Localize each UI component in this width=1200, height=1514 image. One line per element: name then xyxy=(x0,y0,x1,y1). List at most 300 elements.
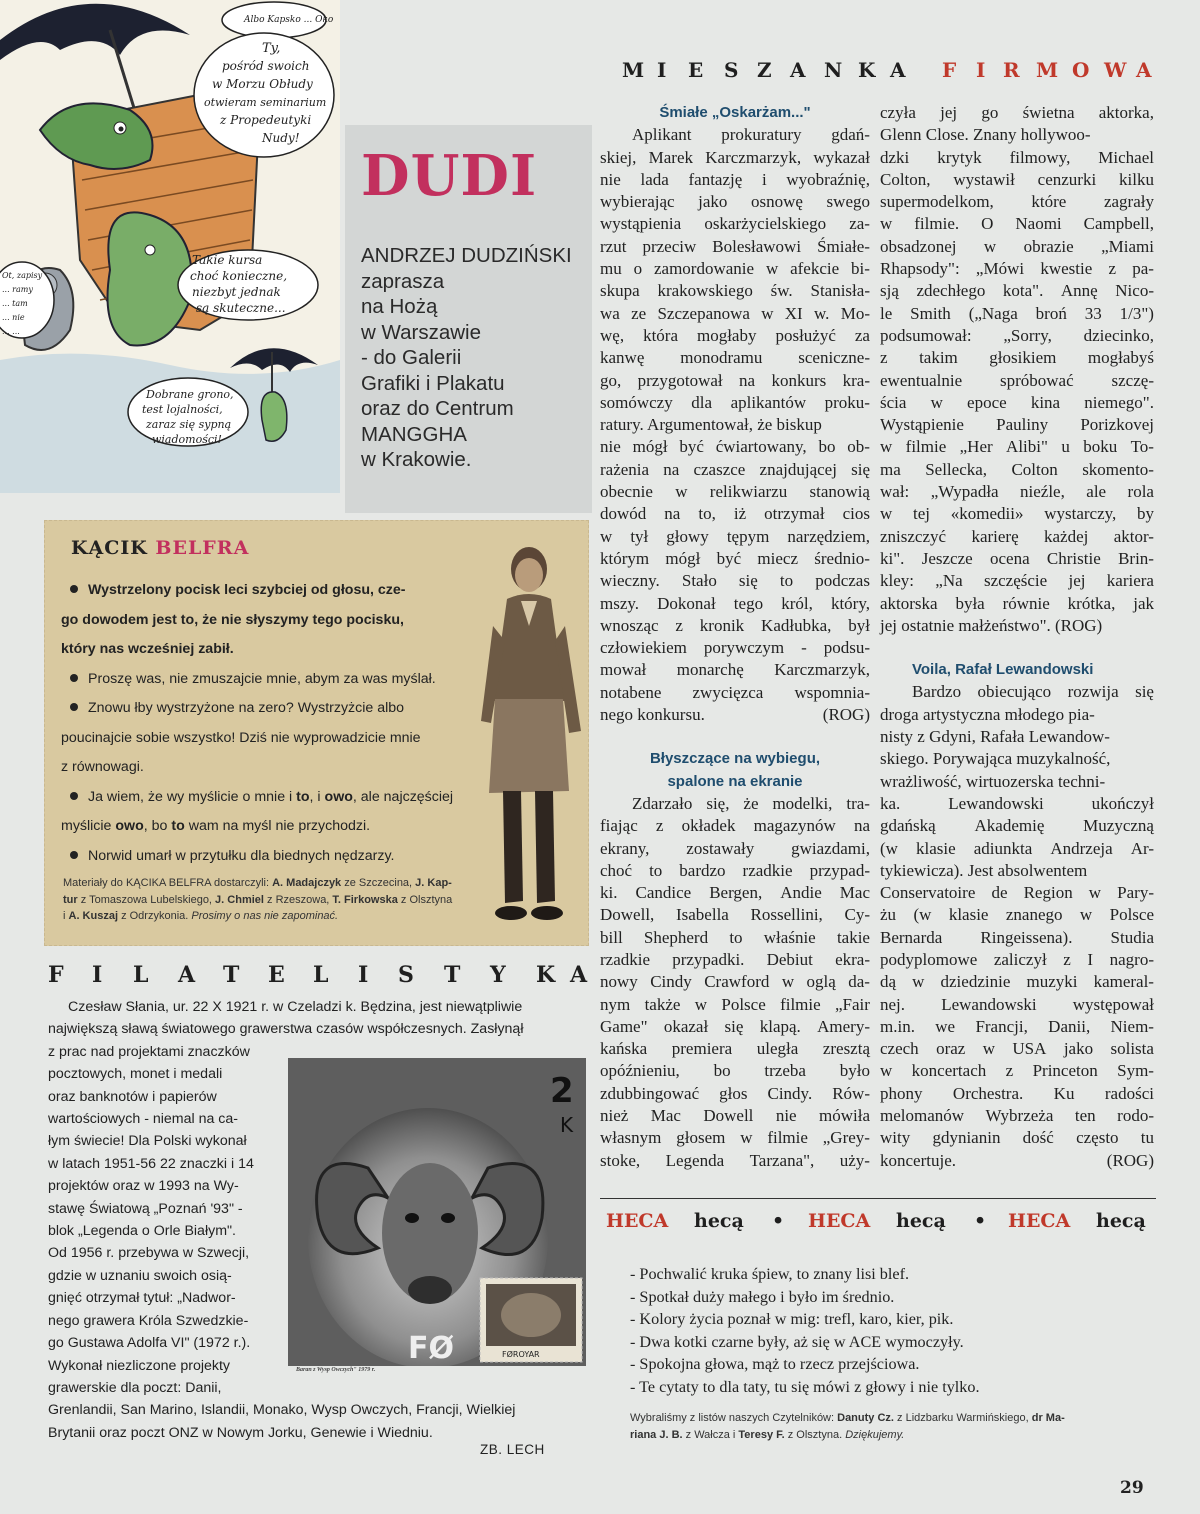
article-line xyxy=(600,949,870,971)
word: tu xyxy=(1140,1128,1154,1148)
word: „Na xyxy=(935,571,963,591)
word: solista xyxy=(1110,1039,1154,1059)
word: szczę- xyxy=(1111,370,1154,390)
word: tył xyxy=(630,526,649,546)
word: klasie xyxy=(916,838,956,858)
article-line xyxy=(600,860,870,882)
word: otrzymał xyxy=(764,504,825,524)
word: pa- xyxy=(1132,259,1154,279)
word: afekcie xyxy=(790,259,840,279)
credit-text: z Tomaszowa Lubelskiego, xyxy=(77,893,216,906)
word: kina xyxy=(1030,392,1061,412)
word: Marek xyxy=(648,147,693,167)
word: Bergen, xyxy=(709,883,763,903)
word: Andrzeja xyxy=(1050,838,1113,858)
credit-name: A. Kuszaj xyxy=(68,910,119,922)
word: we xyxy=(935,1016,956,1036)
heca-line: - Spotkał duży małego i było im średnio. xyxy=(630,1287,895,1306)
cartoon-bubble-3-line: test lojalności, xyxy=(142,403,223,416)
heca-credit xyxy=(630,1410,1155,1444)
word: filmie xyxy=(767,1128,808,1148)
word: ocena xyxy=(989,548,1030,568)
kacik-text-bold: to xyxy=(171,818,185,834)
article-line xyxy=(880,526,1154,548)
article-line xyxy=(880,838,1154,860)
word: krótka, xyxy=(1067,593,1116,613)
word: - xyxy=(801,638,807,658)
article-line xyxy=(880,303,1154,325)
article-line xyxy=(880,280,1154,302)
word: obsadzonej xyxy=(880,236,957,256)
word: Rów- xyxy=(832,1083,870,1103)
word: tra- xyxy=(846,793,870,813)
article-line xyxy=(600,994,870,1016)
word: kra- xyxy=(842,370,870,390)
word: aplikantów xyxy=(730,392,807,412)
word: głosikiem xyxy=(989,348,1057,368)
mieszanka-column-2 xyxy=(880,102,1154,1172)
word: Game" xyxy=(600,1016,648,1036)
kacik-text-bold: owo xyxy=(324,788,353,805)
credit-text: ze Szczecina, xyxy=(341,877,416,889)
heca-word: hecą xyxy=(1096,1210,1146,1232)
word: epoce xyxy=(967,392,1007,412)
word: „Sorry, xyxy=(1003,325,1052,345)
dudi-line: - do Galerii xyxy=(361,346,462,369)
word: u xyxy=(1061,437,1070,457)
word: Region xyxy=(1023,883,1073,903)
word: Stało xyxy=(681,571,717,591)
word: nież xyxy=(600,1106,629,1126)
word: o xyxy=(633,259,643,279)
word: Christie xyxy=(1046,548,1101,568)
article-line xyxy=(600,927,870,949)
word: świetna xyxy=(1022,103,1075,122)
kacik-list xyxy=(61,576,501,871)
page-number: 29 xyxy=(1120,1478,1144,1498)
word: zwycięzca xyxy=(692,682,764,702)
word: ten xyxy=(1074,1106,1096,1126)
word: w xyxy=(761,303,774,323)
kacik-item-cont xyxy=(61,753,501,783)
word: ćwiartowany, xyxy=(715,437,807,457)
word: jej xyxy=(940,103,958,122)
word: Cy- xyxy=(844,905,870,925)
filatelistyka-title xyxy=(48,962,588,992)
article-line xyxy=(600,971,870,993)
kacik-text: , i xyxy=(309,788,325,805)
word: średnio- xyxy=(814,548,870,568)
article-line: tykiewicza). Jest absolwentem xyxy=(880,860,1088,880)
word: kley: xyxy=(880,571,914,591)
word: somówczy xyxy=(600,392,673,412)
word: nie xyxy=(775,1106,797,1126)
article-line xyxy=(880,593,1154,615)
article-line xyxy=(880,815,1154,837)
word: był xyxy=(848,615,870,635)
cartoon-bubble-1-line: Nudy! xyxy=(262,131,300,145)
credit-text: z Rzeszowa, xyxy=(263,893,333,906)
kacik-text: Proszę was, nie zmuszajcie mnie, abym za was myślał. xyxy=(88,670,436,687)
article-line xyxy=(600,615,870,637)
head-letter: R xyxy=(1003,58,1020,82)
word: relikwiarzu xyxy=(709,482,788,502)
word: bo xyxy=(818,437,836,457)
kacik-text: Ja wiem, że wy myślicie o mnie i xyxy=(88,788,297,805)
kacik-text: Znowu łby wystrzyżone na zero? Wystrzyżcie albo xyxy=(88,700,405,716)
word: nym xyxy=(600,994,631,1014)
article-line xyxy=(600,882,870,904)
article-heading: spalone na ekranie xyxy=(667,772,803,790)
word: głowy xyxy=(666,526,709,546)
word: oraz xyxy=(936,1039,966,1059)
word: w xyxy=(930,392,943,412)
word: „Grey- xyxy=(822,1128,870,1148)
credit-name: dr Ma- xyxy=(1031,1412,1065,1424)
kacik-item-cont xyxy=(61,812,501,842)
word: klapą. xyxy=(759,1016,801,1036)
spacer xyxy=(600,726,870,748)
stamp-currency: K xyxy=(560,1113,574,1137)
word: być xyxy=(679,437,704,457)
word: spróbować xyxy=(1000,370,1074,390)
word: ekrany, xyxy=(600,838,650,858)
article-line-signed xyxy=(880,615,1154,637)
word: dzki xyxy=(880,147,910,167)
word: by xyxy=(1137,504,1154,524)
word: być xyxy=(716,548,742,568)
word: z xyxy=(675,615,683,635)
word: wystąpienia xyxy=(600,214,682,234)
word: się xyxy=(738,571,758,591)
cartoon-bubble-2-line: Takie kursa xyxy=(192,253,263,267)
credit-text: z Olsztyna xyxy=(397,893,453,906)
word: Sym- xyxy=(1117,1061,1154,1081)
fila-line: wartościowych - niemal na ca- xyxy=(48,1111,239,1128)
dudi-title: DUDI xyxy=(361,143,538,209)
word: ukończył xyxy=(1091,793,1154,813)
word: Mo- xyxy=(840,303,870,323)
credit-name: A. Madajczyk xyxy=(272,877,342,889)
word: zresztą xyxy=(822,1039,870,1059)
article-line xyxy=(600,682,870,704)
word: w xyxy=(880,1061,893,1081)
fila-line: oraz banknotów i papierów xyxy=(48,1088,217,1105)
word: („Naga xyxy=(968,303,1018,323)
article-text: nego konkursu. xyxy=(600,705,705,725)
article-line xyxy=(880,681,1154,703)
heca-line: - Kolory życia poznał w mig: trefl, karo, kier, pik. xyxy=(630,1310,954,1329)
word: osnowę xyxy=(751,192,803,212)
cartoon-drawing xyxy=(0,0,340,493)
article-line xyxy=(600,815,870,837)
kacik-text: go dowodem jest to, że nie słyszymy tego pocisku, xyxy=(61,611,404,628)
cartoon-bubble-1-line: Ty, xyxy=(262,41,281,56)
word: go xyxy=(981,103,999,122)
fila-line: z prac nad projektami znaczków xyxy=(48,1043,250,1060)
word: iż xyxy=(733,504,747,524)
article-line xyxy=(600,459,870,481)
word: swego xyxy=(826,192,870,212)
word: które xyxy=(1031,192,1067,212)
word: na xyxy=(663,459,680,479)
article-line xyxy=(600,236,870,258)
kacik-text: Norwid umarł w przytułku dla biednych nędzarzy. xyxy=(88,847,395,864)
heca-word: HECA xyxy=(808,1210,871,1232)
head-letter: K xyxy=(858,58,876,82)
word: to xyxy=(729,927,743,947)
word: filmie xyxy=(780,994,821,1014)
word: Dokonał xyxy=(657,593,716,613)
article-line xyxy=(880,347,1154,369)
word: z xyxy=(655,816,664,836)
word: filmie xyxy=(905,437,947,457)
word: premiera xyxy=(671,1039,733,1059)
article-line xyxy=(880,481,1154,503)
heca-heading xyxy=(600,1210,1156,1238)
word: Orchestra. xyxy=(952,1083,1024,1103)
credit-text: i xyxy=(63,910,69,922)
article-line xyxy=(600,1127,870,1149)
cartoon-bubble-3-line: zaraz się sypną xyxy=(146,418,232,431)
kacik-title xyxy=(71,537,249,559)
head-letter: F xyxy=(942,58,957,82)
head-letter: A xyxy=(890,58,906,82)
word: aktor- xyxy=(1113,526,1154,546)
credit-name: Teresy F. xyxy=(738,1429,785,1441)
word: w xyxy=(880,437,893,457)
word: wystawił xyxy=(953,169,1015,189)
heca-word: hecą xyxy=(896,1210,946,1232)
word: porywczym xyxy=(703,638,785,658)
head-letter: W xyxy=(1104,58,1127,82)
word: rodo- xyxy=(1117,1106,1154,1126)
word: choć xyxy=(600,860,633,880)
word: dziedzinie xyxy=(940,972,1011,992)
word: bill xyxy=(600,927,623,947)
article-line xyxy=(600,436,870,458)
word: się xyxy=(1135,682,1154,702)
article-heading: Śmiałe „Oskarżam..." xyxy=(659,104,811,121)
head-letter: O xyxy=(1072,58,1090,82)
word: zamordowanie xyxy=(653,259,755,279)
fila-line: łym świecie! Dla Polski wykonał xyxy=(48,1133,247,1150)
word: nieźle, xyxy=(1020,482,1065,502)
word: z xyxy=(880,348,888,368)
kacik-text: z równowagi. xyxy=(61,759,144,775)
word: w xyxy=(912,972,925,992)
article-line xyxy=(600,147,870,169)
article-line xyxy=(880,169,1154,191)
word: karierę xyxy=(971,526,1019,546)
word: takie xyxy=(836,927,870,947)
credit-text: z Lidzbarku Warmińskiego, xyxy=(893,1412,1032,1424)
word: muzyki xyxy=(1026,972,1078,992)
word: na xyxy=(664,504,681,524)
word: czaszce xyxy=(693,459,746,479)
word: ki. xyxy=(600,883,618,903)
article-line xyxy=(880,548,1154,570)
word: miecz xyxy=(757,548,798,568)
word: jak xyxy=(1133,593,1154,613)
word: którym xyxy=(600,548,650,568)
title-letter: L xyxy=(133,962,149,988)
word: dą xyxy=(880,972,897,992)
word: rzadkie xyxy=(600,949,651,969)
word: dla xyxy=(691,392,713,412)
head-letter: I xyxy=(657,58,667,82)
word: O xyxy=(981,214,994,234)
word: obrazie xyxy=(1023,236,1074,256)
word: skomento- xyxy=(1082,459,1154,479)
word: że xyxy=(743,793,759,813)
word: nagro- xyxy=(1109,949,1154,969)
article-line xyxy=(880,882,1154,904)
word: podyplomowe xyxy=(880,949,978,969)
article-line xyxy=(880,213,1154,235)
heca-word: HECA xyxy=(1008,1210,1071,1232)
word: Bernarda xyxy=(880,927,943,947)
word: Bolesławowi xyxy=(712,236,802,256)
word: św. xyxy=(770,281,793,301)
word: wał: xyxy=(880,482,910,502)
article-line xyxy=(600,370,870,392)
word: wyobraźnię, xyxy=(786,169,870,189)
word: w xyxy=(600,526,613,546)
bullet-icon xyxy=(70,792,78,800)
word: gdańską xyxy=(880,816,936,836)
word: Smith xyxy=(910,303,951,323)
word: Porizkovej xyxy=(1080,415,1154,435)
word: Jeszcze xyxy=(921,548,973,568)
kacik-text: który nas wcześniej zabił. xyxy=(61,641,234,657)
word: Mac xyxy=(839,883,870,903)
word: opóźnieniu, xyxy=(600,1061,680,1081)
word: adiunkta xyxy=(973,838,1033,858)
word: za- xyxy=(849,214,870,234)
article-line xyxy=(600,124,870,146)
title-letter: I xyxy=(92,962,103,988)
credit-name: J. Kap- xyxy=(415,877,452,889)
word: Niem- xyxy=(1110,1016,1154,1036)
credit-text: Wybraliśmy z listów naszych Czytelników: xyxy=(630,1412,838,1424)
word: notabene xyxy=(600,682,662,702)
word: phony xyxy=(880,1083,923,1103)
word: supermodelkom, xyxy=(880,192,994,212)
kacik-item-cont xyxy=(61,635,501,665)
word: z xyxy=(1005,1061,1014,1081)
word: Isabella xyxy=(675,905,729,925)
word: w xyxy=(675,482,688,502)
word: Rossellini, xyxy=(750,905,823,925)
word: dziecinko, xyxy=(1083,325,1154,345)
word: Danii, xyxy=(1048,1016,1091,1036)
word: nowy xyxy=(600,972,638,992)
word: Amery- xyxy=(817,1016,870,1036)
kacik-item-cont xyxy=(61,724,501,754)
word: Ringeissena). xyxy=(980,927,1073,947)
word: klasie xyxy=(948,905,989,925)
cartoon-bubble-top: Albo Kapsko ... Oko xyxy=(244,15,334,25)
article-line xyxy=(600,258,870,280)
word: często xyxy=(1076,1128,1119,1148)
dudi-line: w Warszawie xyxy=(361,320,481,344)
word: rzadkie xyxy=(742,860,793,880)
word: ka. xyxy=(880,793,901,813)
title-letter: L xyxy=(313,962,329,988)
article-line xyxy=(600,1083,870,1105)
cartoon-bubble-3-line: wiadomości! xyxy=(152,433,222,446)
kacik-item-cont xyxy=(61,606,501,636)
word: uległa xyxy=(756,1039,799,1059)
word: ale xyxy=(1086,482,1107,502)
cartoon-bubble-1-line: z Propedeutyki xyxy=(220,113,312,127)
word: mogłabyś xyxy=(1087,348,1154,368)
word: kota". xyxy=(1002,281,1044,301)
word: zdechłego xyxy=(916,281,986,301)
article-line xyxy=(600,303,870,325)
head-letter: A xyxy=(1136,58,1152,82)
word: magazynów xyxy=(753,816,836,836)
word: Dowell xyxy=(703,1106,754,1126)
article-line xyxy=(880,191,1154,213)
word: mszy. xyxy=(600,593,640,613)
word: mu xyxy=(600,259,622,279)
article-line xyxy=(880,1105,1154,1127)
word: kronik xyxy=(699,615,745,635)
word: w xyxy=(982,1039,996,1059)
word: zaliczył xyxy=(993,949,1047,969)
kacik-text: , bo xyxy=(143,818,172,834)
word: Karczmarzyk, xyxy=(705,147,802,167)
stamp-value: 2 xyxy=(550,1071,574,1111)
credit-text: z Wałcza i xyxy=(682,1429,739,1441)
word: rozwija xyxy=(1067,682,1119,702)
word: To- xyxy=(1130,437,1154,457)
word: Campbell, xyxy=(1083,214,1154,234)
word: na xyxy=(739,370,756,390)
word: wykazał xyxy=(813,147,870,167)
word: gdynianin xyxy=(932,1128,1001,1148)
word: z xyxy=(1108,259,1117,279)
article-line xyxy=(600,481,870,503)
heca-list xyxy=(630,1263,1150,1399)
article-line xyxy=(600,392,870,414)
word: Pauliny xyxy=(996,415,1049,435)
word: się xyxy=(724,1016,744,1036)
article-line xyxy=(600,503,870,525)
article-line xyxy=(600,1038,870,1060)
word: podsumował: xyxy=(880,325,972,345)
word: konkurs xyxy=(771,370,827,390)
word: tej xyxy=(913,504,931,524)
article-line: wrażliwość, wirtuozerska techni- xyxy=(880,771,1106,791)
heca-line: - Spokojna głowa, mąż to rzecz przejściowa. xyxy=(630,1355,920,1374)
word: wspomnia- xyxy=(794,682,870,702)
stamp-caption: Baran z Wysp Owczych" 1979 r. xyxy=(296,1367,376,1373)
word: rola xyxy=(1127,482,1154,502)
word: koncertach xyxy=(911,1061,987,1081)
word: wnosząc xyxy=(600,615,659,635)
word: Zdarzało xyxy=(632,793,693,813)
word: wystarczy, xyxy=(1044,504,1117,524)
word: czech xyxy=(880,1039,919,1059)
fila-line: projektów oraz w 1993 na Wy- xyxy=(48,1178,239,1195)
article-line xyxy=(880,414,1154,436)
word: Polsce xyxy=(721,994,766,1014)
bullet-icon xyxy=(70,585,78,593)
word: w xyxy=(781,972,795,992)
